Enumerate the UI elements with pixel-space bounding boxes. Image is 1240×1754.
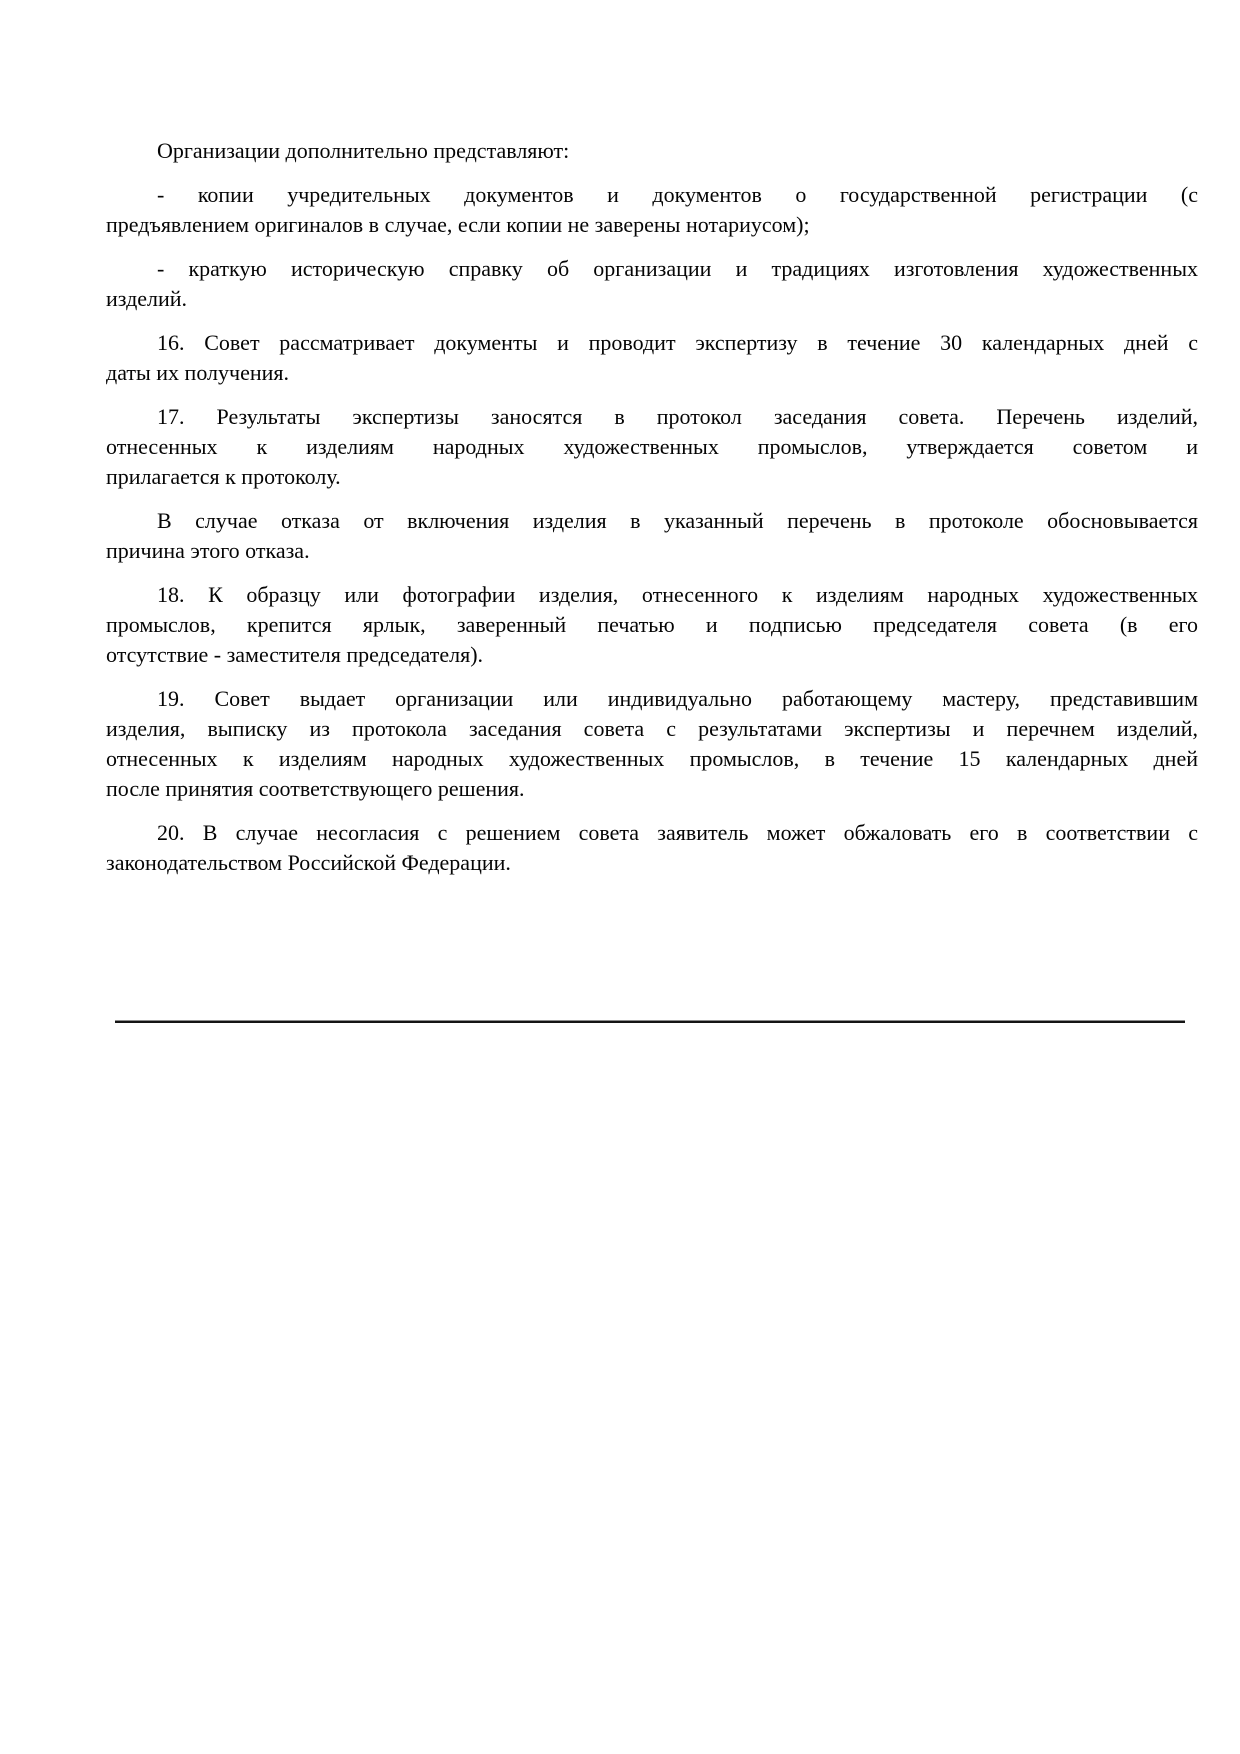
text-line: 19. Совет выдает организации или индивидуально работающему мастеру, представившим [157,686,1198,711]
document-body [106,136,1198,892]
paragraph [106,136,1198,166]
text-line: 18. К образцу или фотографии изделия, отнесенного к изделиям народных художественных [157,582,1198,607]
text-line: - копии учредительных документов и документов о государственной регистрации (с [157,182,1198,207]
text-line: отнесенных к изделиям народных художественных промыслов, утверждается советом и [106,434,1198,459]
text-line: изделий. [106,286,188,311]
text-line: предъявлением оригиналов в случае, если копии не заверены нотариусом); [106,212,810,237]
paragraph [106,328,1198,388]
text-line: причина этого отказа. [106,538,310,563]
paragraph [106,402,1198,492]
text-line: промыслов, крепится ярлык, заверенный печатью и подписью председателя совета (в его [106,612,1198,637]
text-line: - краткую историческую справку об организации и традициях изготовления художественных [157,256,1198,281]
paragraph [106,684,1198,804]
text-line: отнесенных к изделиям народных художественных промыслов, в течение 15 календарных дней [106,746,1198,771]
text-line: 16. Совет рассматривает документы и проводит экспертизу в течение 30 календарных дней с [157,330,1198,355]
text-line: изделия, выписку из протокола заседания совета с результатами экспертизы и перечнем изделий, [106,716,1198,741]
text-line: 17. Результаты экспертизы заносятся в протокол заседания совета. Перечень изделий, [157,404,1198,429]
paragraph [106,254,1198,314]
paragraph [106,818,1198,878]
paragraph [106,180,1198,240]
paragraph [106,506,1198,566]
text-line: отсутствие - заместителя председателя). [106,642,484,667]
horizontal-rule [115,1020,1185,1023]
text-line: Организации дополнительно представляют: [157,138,570,163]
text-line: В случае отказа от включения изделия в указанный перечень в протоколе обосновывается [157,508,1198,533]
text-line: законодательством Российской Федерации. [106,850,511,875]
text-line: 20. В случае несогласия с решением совета заявитель может обжаловать его в соответствии с [157,820,1198,845]
text-line: после принятия соответствующего решения. [106,776,525,801]
text-line: прилагается к протоколу. [106,464,341,489]
text-line: даты их получения. [106,360,290,385]
paragraph [106,580,1198,670]
